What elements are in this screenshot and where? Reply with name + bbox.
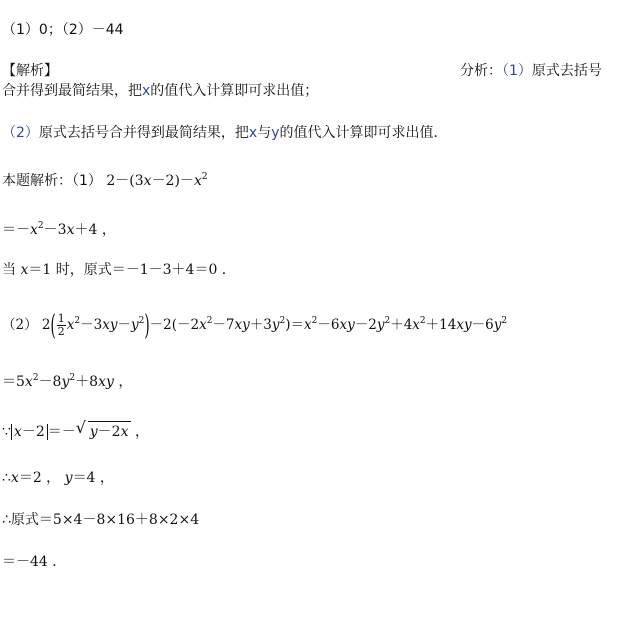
step3-line: 当 x＝1 时，原式＝－1－3＋4＝0 ． [2, 262, 236, 278]
therefore-line-1: ∴x＝2 ， y＝4 ， [2, 470, 114, 486]
analysis-text-1a: 原式去括号 [531, 63, 602, 79]
part2-simplified: $=5x^2-8y^2+8xy$ ， [2, 373, 133, 390]
analysis-label: 分析： [460, 63, 502, 79]
analysis-text-1b-post: 的值代入计算即可求出值； [150, 83, 319, 99]
analysis-text-2-post: 的值代入计算即可求出值． [279, 125, 448, 141]
final-line: ＝－44 ． [2, 554, 67, 570]
part2-expr: （2） 2( $\frac{1}{2}$ $x^2-3xy-y^2)-2(-2x^2-7xy+3y^2)=x^2-6xy-2y^2+4x^2+14xy-6y^2$ [2, 309, 508, 343]
analysis-right [460, 61, 602, 81]
analysis-var-x: x [142, 83, 151, 99]
analysis-text-1b-pre: 合并得到最简结果，把 [2, 83, 142, 99]
section-heading: 【解析】 [2, 63, 58, 79]
part2-label: （2） [2, 317, 38, 333]
step2-expr: $=-x^2-3x+4$ ， [2, 221, 116, 238]
fraction-half: $\frac{1}{2}$ [57, 312, 65, 338]
analysis-line-2 [2, 123, 448, 143]
analysis-marker-2: （2） [2, 125, 39, 141]
answer-line: （1）0；（2）－44 [2, 22, 124, 38]
analysis-var-x2: x [248, 125, 258, 141]
analysis-line-1b [2, 81, 318, 101]
analysis-marker-1: （1） [502, 63, 532, 79]
therefore-line-2: ∴原式＝5×4－8×16＋8×2×4 [2, 512, 200, 528]
solution-line-1 [2, 171, 208, 191]
solution-label: 本题解析：（1） [2, 173, 102, 189]
because-line: ∵ x－2 ＝－ √ y－2x ， [2, 418, 149, 440]
sqrt-radical: √ y－2x [75, 418, 129, 440]
analysis-text-2-pre: 原式去括号合并得到最简结果，把 [38, 125, 249, 141]
step1-expr: $2-(3x-2)-x^2$ [101, 172, 208, 189]
analysis-var-y: y [271, 125, 280, 141]
analysis-text-2-mid: 与 [257, 125, 272, 141]
